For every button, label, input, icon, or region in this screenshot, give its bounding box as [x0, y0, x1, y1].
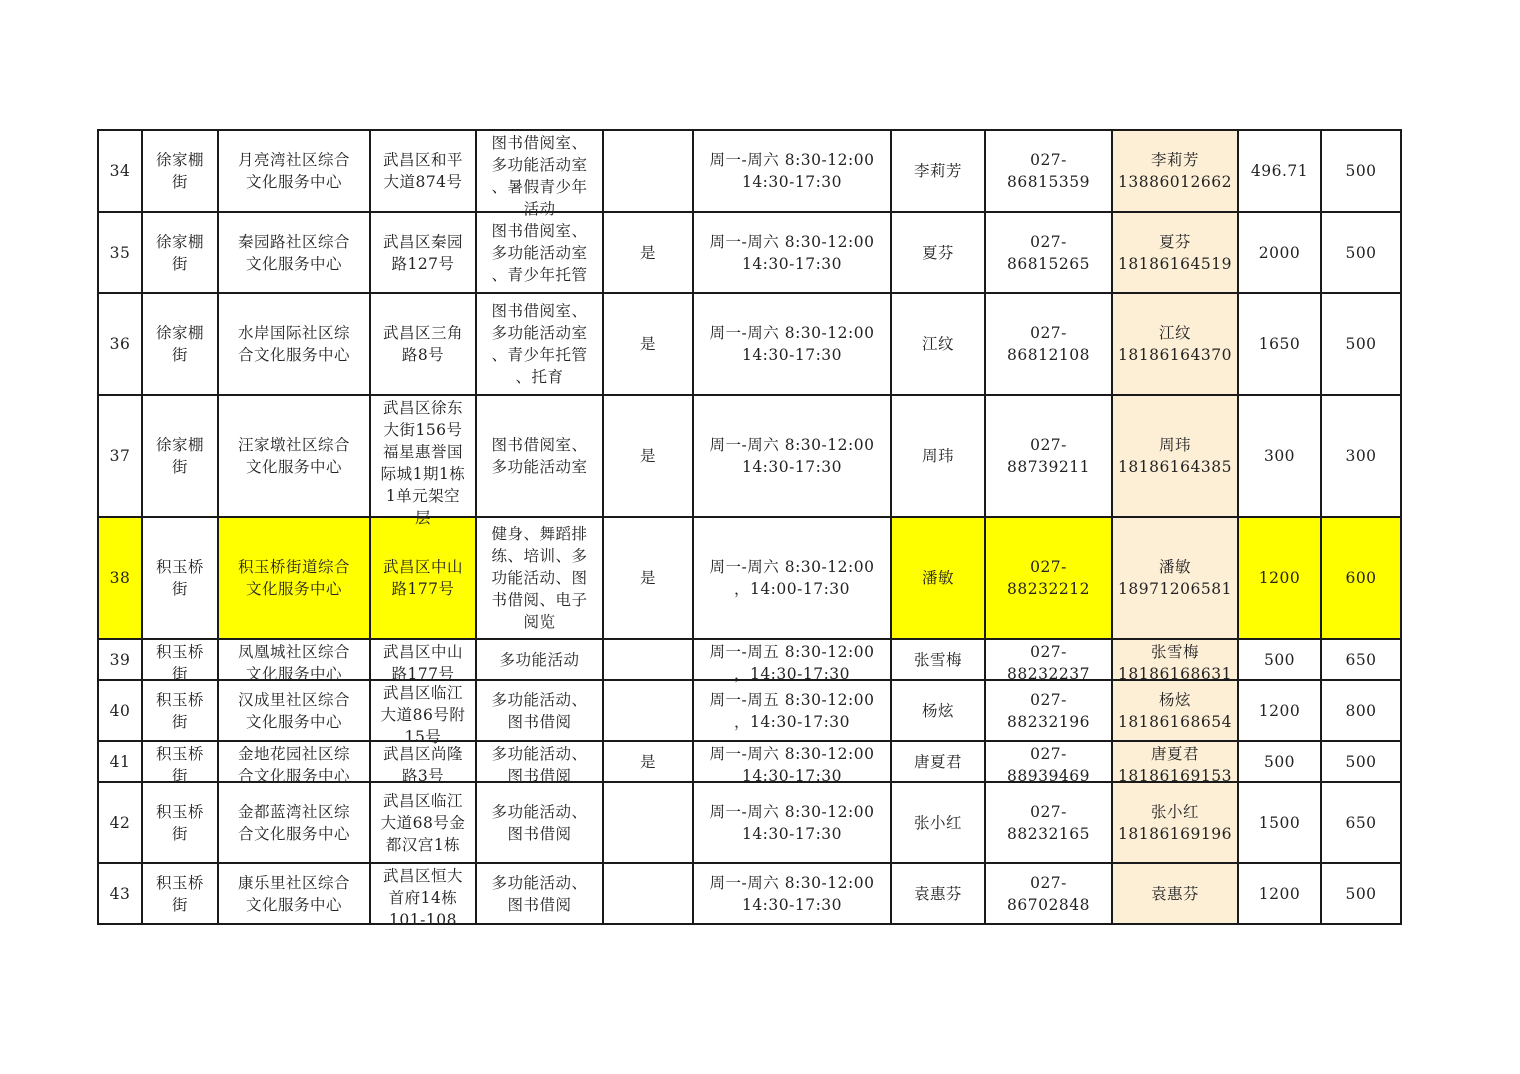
opening-hours-cell — [693, 680, 891, 741]
area-cell — [1238, 863, 1321, 924]
center-name-cell-text: 水岸国际社区综 合文化服务中心 — [237, 324, 350, 364]
contact-cell-text: 夏芬 18186164519 — [1118, 232, 1232, 273]
row-number-text: 39 — [109, 650, 131, 669]
amount-cell — [1321, 680, 1401, 741]
area-cell-text: 496.71 — [1250, 162, 1309, 180]
row-number-text: 37 — [109, 447, 131, 465]
address-cell — [370, 293, 476, 395]
person-cell-text: 张雪梅 — [913, 650, 962, 669]
contact-cell-text: 唐夏君 18186169153 — [1118, 745, 1232, 785]
amount-cell — [1321, 130, 1401, 212]
address-cell-text: 武昌区尚隆 路3号 — [382, 745, 463, 785]
address-cell — [370, 782, 476, 863]
row-number-text: 36 — [109, 335, 131, 353]
address-cell — [370, 639, 476, 683]
phone-cell-text: 027-88232196 — [1007, 690, 1090, 731]
amount-cell — [1321, 212, 1401, 293]
area-cell — [1238, 680, 1321, 741]
contact-cell — [1112, 517, 1238, 639]
street-cell — [142, 212, 218, 293]
amount-cell-text: 500 — [1345, 752, 1377, 771]
phone-cell — [985, 212, 1112, 293]
opening-hours-cell — [693, 395, 891, 517]
address-cell-text: 武昌区临江 大道68号金 都汉宫1栋 — [380, 791, 466, 854]
area-cell — [1238, 517, 1321, 639]
services-cell — [476, 130, 603, 218]
opening-hours-cell-text: 周一-周六 8:30-12:00 14:30-17:30 — [709, 151, 875, 191]
row-number — [98, 130, 142, 212]
street-cell — [142, 293, 218, 395]
services-cell-text: 多功能活动、 图书借阅 — [491, 745, 588, 785]
street-cell — [142, 863, 218, 924]
row-number — [98, 782, 142, 863]
area-cell-text: 500 — [1263, 650, 1296, 669]
services-cell-text: 多功能活动、 图书借阅 — [491, 802, 588, 843]
open-flag-cell — [603, 782, 693, 863]
row-number-text: 42 — [109, 813, 131, 832]
table-row — [98, 782, 1401, 863]
amount-cell — [1321, 517, 1401, 639]
row-number — [98, 293, 142, 395]
street-cell — [142, 395, 218, 517]
center-name-cell — [218, 680, 370, 741]
phone-cell — [985, 293, 1112, 395]
table-row — [98, 395, 1401, 517]
amount-cell-text: 500 — [1345, 335, 1377, 353]
street-cell-text: 积玉桥 街 — [155, 643, 204, 683]
table-row — [98, 680, 1401, 741]
address-cell-text: 武昌区中山 路177号 — [382, 558, 463, 598]
area-cell — [1238, 639, 1321, 680]
table-row — [98, 212, 1401, 293]
table-row — [98, 863, 1401, 924]
contact-cell-text: 袁惠芬 — [1150, 884, 1199, 903]
table-row — [98, 517, 1401, 639]
center-name-cell-text: 凤凰城社区综合 文化服务中心 — [237, 643, 350, 683]
address-cell — [370, 680, 476, 746]
person-cell — [891, 741, 985, 782]
person-cell — [891, 293, 985, 395]
phone-cell-text: 027-86815265 — [1007, 232, 1090, 273]
open-flag-cell — [603, 293, 693, 395]
phone-cell-text: 027-88232237 — [1007, 643, 1090, 683]
address-cell-text: 武昌区临江 大道86号附 15号 — [380, 684, 466, 746]
center-name-cell-text: 金地花园社区综 合文化服务中心 — [237, 745, 350, 785]
services-cell — [476, 741, 603, 785]
phone-cell — [985, 395, 1112, 517]
contact-cell-text: 张雪梅 18186168631 — [1118, 643, 1232, 683]
area-cell — [1238, 782, 1321, 863]
center-name-cell — [218, 293, 370, 395]
open-flag-cell-text: 是 — [639, 335, 656, 353]
row-number — [98, 639, 142, 680]
area-cell — [1238, 212, 1321, 293]
amount-cell-text: 500 — [1345, 243, 1377, 262]
amount-cell-text: 600 — [1345, 569, 1377, 587]
contact-cell-text: 江纹 18186164370 — [1118, 324, 1232, 364]
services-cell — [476, 517, 603, 639]
street-cell — [142, 741, 218, 785]
center-name-cell-text: 康乐里社区综合 文化服务中心 — [237, 873, 350, 914]
opening-hours-cell-text: 周一-周六 8:30-12:00 14:30-17:30 — [709, 873, 875, 914]
address-cell — [370, 212, 476, 293]
phone-cell — [985, 130, 1112, 212]
person-cell — [891, 680, 985, 741]
area-cell-text: 1200 — [1258, 569, 1301, 587]
contact-cell-text: 李莉芳 13886012662 — [1118, 151, 1232, 191]
address-cell — [370, 863, 476, 929]
open-flag-cell — [603, 130, 693, 212]
amount-cell-text: 500 — [1345, 884, 1377, 903]
services-cell-text: 图书借阅室、 多功能活动室 、青少年托管 — [491, 221, 588, 284]
person-cell-text: 唐夏君 — [913, 752, 962, 771]
services-cell-text: 多功能活动、 图书借阅 — [491, 690, 588, 731]
person-cell — [891, 130, 985, 212]
phone-cell-text: 027-88232165 — [1007, 802, 1090, 843]
address-cell-text: 武昌区徐东 大街156号 福星惠誉国 际城1期1栋 1单元架空 层 — [380, 399, 466, 527]
row-number-text: 35 — [109, 243, 131, 262]
center-name-cell-text: 积玉桥街道综合 文化服务中心 — [237, 558, 350, 598]
open-flag-cell — [603, 741, 693, 782]
area-cell — [1238, 395, 1321, 517]
amount-cell-text: 800 — [1345, 701, 1377, 720]
services-cell — [476, 680, 603, 741]
street-cell — [142, 680, 218, 741]
street-cell-text: 徐家棚 街 — [155, 232, 204, 273]
row-number — [98, 395, 142, 517]
person-cell-text: 周玮 — [921, 447, 954, 465]
address-cell-text: 武昌区三角 路8号 — [382, 324, 463, 364]
center-name-cell — [218, 517, 370, 639]
amount-cell — [1321, 782, 1401, 863]
contact-cell — [1112, 293, 1238, 395]
table-row — [98, 293, 1401, 395]
table-row — [98, 130, 1401, 212]
area-cell-text: 1200 — [1258, 884, 1301, 903]
phone-cell — [985, 782, 1112, 863]
services-cell — [476, 293, 603, 395]
contact-cell — [1112, 741, 1238, 785]
services-cell-text: 图书借阅室、 多功能活动室 — [491, 436, 588, 476]
center-name-cell-text: 秦园路社区综合 文化服务中心 — [237, 232, 350, 273]
address-cell-text: 武昌区秦园 路127号 — [382, 232, 463, 273]
phone-cell — [985, 639, 1112, 683]
opening-hours-cell-text: 周一-周六 8:30-12:00 14:30-17:30 — [709, 436, 875, 476]
services-cell-text: 多功能活动 — [499, 650, 580, 669]
phone-cell — [985, 517, 1112, 639]
data-table — [97, 129, 1402, 929]
street-cell-text: 徐家棚 街 — [155, 436, 204, 476]
services-cell — [476, 782, 603, 863]
services-cell-text: 图书借阅室、 多功能活动室 、暑假青少年 活动 — [491, 134, 588, 218]
area-cell-text: 1650 — [1258, 335, 1301, 353]
phone-cell-text: 027-86815359 — [1007, 151, 1090, 191]
row-number — [98, 212, 142, 293]
center-name-cell — [218, 782, 370, 863]
row-number — [98, 680, 142, 741]
person-cell-text: 江纹 — [921, 335, 954, 353]
amount-cell — [1321, 395, 1401, 517]
opening-hours-cell-text: 周一-周五 8:30-12:00 ，14:30-17:30 — [709, 643, 875, 683]
contact-cell-text: 张小红 18186169196 — [1118, 802, 1232, 843]
opening-hours-cell — [693, 517, 891, 639]
center-name-cell — [218, 130, 370, 212]
contact-cell — [1112, 863, 1238, 924]
contact-cell — [1112, 395, 1238, 517]
street-cell-text: 积玉桥 街 — [155, 690, 204, 731]
person-cell-text: 张小红 — [913, 813, 962, 832]
street-cell-text: 积玉桥 街 — [155, 745, 204, 785]
area-cell-text: 500 — [1263, 752, 1296, 771]
area-cell — [1238, 293, 1321, 395]
services-cell-text: 多功能活动、 图书借阅 — [491, 873, 588, 914]
center-name-cell — [218, 863, 370, 924]
street-cell-text: 徐家棚 街 — [155, 324, 204, 364]
opening-hours-cell-text: 周一-周六 8:30-12:00 14:30-17:30 — [709, 802, 875, 843]
amount-cell — [1321, 639, 1401, 680]
contact-cell-text: 潘敏 18971206581 — [1118, 558, 1232, 598]
open-flag-cell — [603, 395, 693, 517]
row-number — [98, 863, 142, 924]
open-flag-cell — [603, 212, 693, 293]
table-row — [98, 741, 1401, 782]
amount-cell — [1321, 293, 1401, 395]
phone-cell — [985, 680, 1112, 741]
street-cell-text: 积玉桥 街 — [155, 558, 204, 598]
open-flag-cell — [603, 517, 693, 639]
services-cell-text: 健身、舞蹈排 练、培训、多 功能活动、图 书借阅、电子 阅览 — [491, 525, 588, 631]
street-cell-text: 积玉桥 街 — [155, 802, 204, 843]
open-flag-cell — [603, 863, 693, 924]
open-flag-cell-text: 是 — [639, 447, 656, 465]
contact-cell-text: 周玮 18186164385 — [1118, 436, 1232, 476]
row-number — [98, 517, 142, 639]
street-cell — [142, 782, 218, 863]
street-cell — [142, 130, 218, 212]
open-flag-cell-text: 是 — [639, 569, 656, 587]
center-name-cell — [218, 741, 370, 785]
row-number-text: 41 — [109, 752, 131, 771]
phone-cell-text: 027-86702848 — [1007, 873, 1090, 914]
amount-cell-text: 500 — [1345, 162, 1377, 180]
person-cell — [891, 863, 985, 924]
open-flag-cell — [603, 639, 693, 680]
address-cell — [370, 395, 476, 527]
person-cell — [891, 395, 985, 517]
center-name-cell — [218, 395, 370, 517]
area-cell — [1238, 741, 1321, 782]
person-cell-text: 李莉芳 — [913, 162, 962, 180]
contact-cell — [1112, 782, 1238, 863]
phone-cell-text: 027-88232212 — [1007, 558, 1090, 598]
address-cell-text: 武昌区和平 大道874号 — [382, 151, 463, 191]
amount-cell — [1321, 741, 1401, 782]
center-name-cell-text: 金都蓝湾社区综 合文化服务中心 — [237, 802, 350, 843]
opening-hours-cell — [693, 782, 891, 863]
services-cell — [476, 395, 603, 517]
open-flag-cell-text: 是 — [639, 752, 656, 771]
opening-hours-cell — [693, 212, 891, 293]
center-name-cell-text: 月亮湾社区综合 文化服务中心 — [237, 151, 350, 191]
street-cell — [142, 639, 218, 683]
contact-cell-text: 杨炫 18186168654 — [1118, 690, 1232, 731]
amount-cell — [1321, 863, 1401, 924]
amount-cell-text: 300 — [1345, 447, 1377, 465]
center-name-cell — [218, 639, 370, 683]
area-cell-text: 1500 — [1258, 813, 1301, 832]
person-cell — [891, 782, 985, 863]
open-flag-cell-text: 是 — [639, 243, 656, 262]
opening-hours-cell-text: 周一-周六 8:30-12:00 14:30-17:30 — [709, 745, 875, 785]
area-cell-text: 2000 — [1258, 243, 1301, 262]
person-cell — [891, 517, 985, 639]
person-cell-text: 夏芬 — [921, 243, 954, 262]
person-cell-text: 袁惠芬 — [913, 884, 962, 903]
phone-cell-text: 027-86812108 — [1007, 324, 1090, 364]
table-row — [98, 639, 1401, 680]
person-cell — [891, 212, 985, 293]
opening-hours-cell-text: 周一-周五 8:30-12:00 ，14:30-17:30 — [709, 690, 875, 731]
services-cell — [476, 212, 603, 293]
contact-cell — [1112, 639, 1238, 683]
row-number-text: 43 — [109, 884, 131, 903]
services-cell — [476, 863, 603, 924]
phone-cell-text: 027-88739211 — [1007, 436, 1090, 476]
services-cell — [476, 639, 603, 680]
person-cell-text: 杨炫 — [921, 701, 954, 720]
person-cell — [891, 639, 985, 680]
amount-cell-text: 650 — [1345, 650, 1377, 669]
contact-cell — [1112, 130, 1238, 212]
address-cell-text: 武昌区恒大 首府14栋 101-108 — [382, 867, 463, 929]
opening-hours-cell-text: 周一-周六 8:30-12:00 14:30-17:30 — [709, 324, 875, 364]
services-cell-text: 图书借阅室、 多功能活动室 、青少年托管 、托育 — [491, 302, 588, 386]
center-name-cell-text: 汉成里社区综合 文化服务中心 — [237, 690, 350, 731]
row-number-text: 34 — [109, 162, 131, 180]
opening-hours-cell — [693, 741, 891, 785]
street-cell-text: 积玉桥 街 — [155, 873, 204, 914]
center-name-cell-text: 汪家墩社区综合 文化服务中心 — [237, 436, 350, 476]
street-cell — [142, 517, 218, 639]
address-cell — [370, 130, 476, 212]
opening-hours-cell — [693, 293, 891, 395]
address-cell-text: 武昌区中山 路177号 — [382, 643, 463, 683]
phone-cell — [985, 863, 1112, 924]
amount-cell-text: 650 — [1345, 813, 1377, 832]
row-number-text: 38 — [109, 569, 131, 587]
opening-hours-cell — [693, 863, 891, 924]
center-name-cell — [218, 212, 370, 293]
open-flag-cell — [603, 680, 693, 741]
person-cell-text: 潘敏 — [921, 569, 954, 587]
contact-cell — [1112, 680, 1238, 741]
row-number — [98, 741, 142, 782]
phone-cell — [985, 741, 1112, 785]
contact-cell — [1112, 212, 1238, 293]
row-number-text: 40 — [109, 701, 131, 720]
opening-hours-cell-text: 周一-周六 8:30-12:00 14:30-17:30 — [709, 232, 875, 273]
address-cell — [370, 741, 476, 785]
area-cell-text: 1200 — [1258, 701, 1301, 720]
opening-hours-cell — [693, 130, 891, 212]
opening-hours-cell — [693, 639, 891, 683]
area-cell-text: 300 — [1263, 447, 1296, 465]
area-cell — [1238, 130, 1321, 212]
phone-cell-text: 027-88939469 — [1007, 745, 1090, 785]
opening-hours-cell-text: 周一-周六 8:30-12:00 ，14:00-17:30 — [709, 558, 875, 598]
street-cell-text: 徐家棚 街 — [155, 151, 204, 191]
address-cell — [370, 517, 476, 639]
